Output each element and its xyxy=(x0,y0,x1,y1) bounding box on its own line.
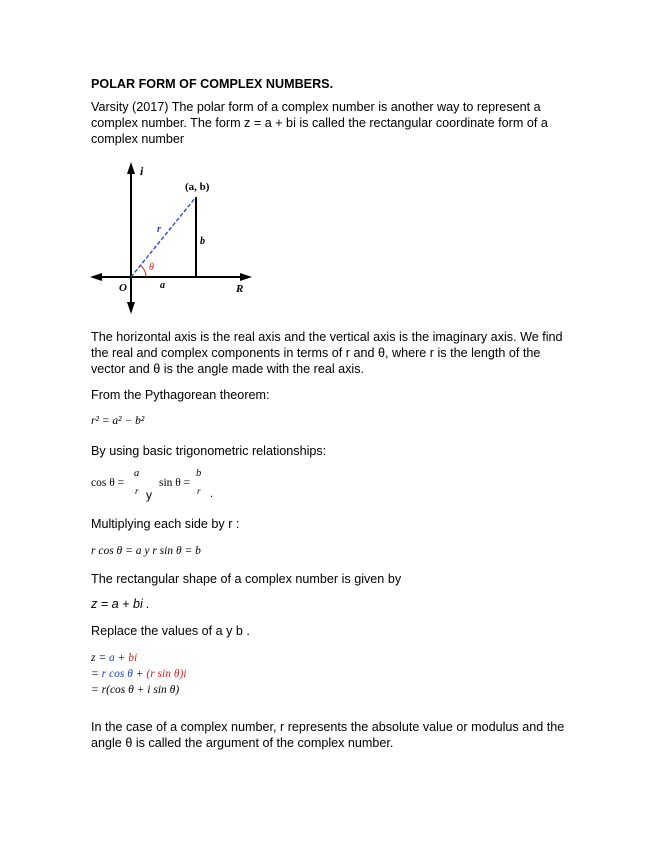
imaginary-axis-arrow-down xyxy=(127,302,135,314)
multiply-equation: r cos θ = a y r sin θ = b xyxy=(91,545,201,557)
derivation xyxy=(91,650,311,698)
b-label: b xyxy=(200,236,205,247)
trig-y: y xyxy=(146,488,152,502)
x-axis-label: R xyxy=(236,283,244,295)
derivation-line-2: = r cos θ + (r sin θ)i xyxy=(91,668,187,680)
cos-left: cos θ = xyxy=(91,477,125,489)
derivation-line-1: z = a + bi xyxy=(91,652,138,664)
point-label: (a, b) xyxy=(185,181,210,193)
replace-intro: Replace the values of a y b . xyxy=(91,624,250,638)
trig-equation xyxy=(91,466,271,504)
theta-arc xyxy=(140,265,146,277)
derivation-line-3: = r(cos θ + i sin θ) xyxy=(91,684,180,696)
trig-period: . xyxy=(210,488,213,500)
axes-paragraph: The horizontal axis is the real axis and the vertical axis is the imaginary axis. We find the real and complex components in terms of r and θ, where r is the length of the vector and θ is the angle made with the real axis. xyxy=(91,330,563,376)
y-axis-label: i xyxy=(140,164,144,178)
closing-paragraph: In the case of a complex number, r represents the absolute value or modulus and the angle θ is called the argument of the complex number. xyxy=(91,720,565,750)
pythagorean-intro: From the Pythagorean theorem: xyxy=(91,388,270,402)
sin-left: sin θ = xyxy=(159,477,191,489)
theta-label: θ xyxy=(149,262,154,273)
intro-paragraph: Varsity (2017) The polar form of a complex number is another way to represent a complex number. The form z = a + bi is called the rectangular coordinate form of a complex number xyxy=(91,100,548,146)
rect-equation: z = a + bi . xyxy=(91,597,150,611)
sin-numerator: b xyxy=(196,468,202,479)
r-label: r xyxy=(157,224,161,235)
origin-label: O xyxy=(119,282,127,294)
cos-numerator: a xyxy=(134,468,140,479)
pythagorean-equation: r² = a² − b² xyxy=(91,415,145,427)
page-title: POLAR FORM OF COMPLEX NUMBERS. xyxy=(91,77,334,91)
imaginary-axis-arrow-up xyxy=(127,162,135,174)
real-axis-arrow-right xyxy=(240,273,252,281)
real-axis-arrow-left xyxy=(90,273,102,281)
cos-denominator: r xyxy=(135,486,139,496)
multiply-intro: Multiplying each side by r : xyxy=(91,517,240,531)
rect-intro: The rectangular shape of a complex number is given by xyxy=(91,572,402,586)
sin-denominator: r xyxy=(197,486,201,496)
trig-intro: By using basic trigonometric relationships: xyxy=(91,444,327,458)
a-label: a xyxy=(160,280,165,291)
polar-diagram xyxy=(88,160,258,320)
